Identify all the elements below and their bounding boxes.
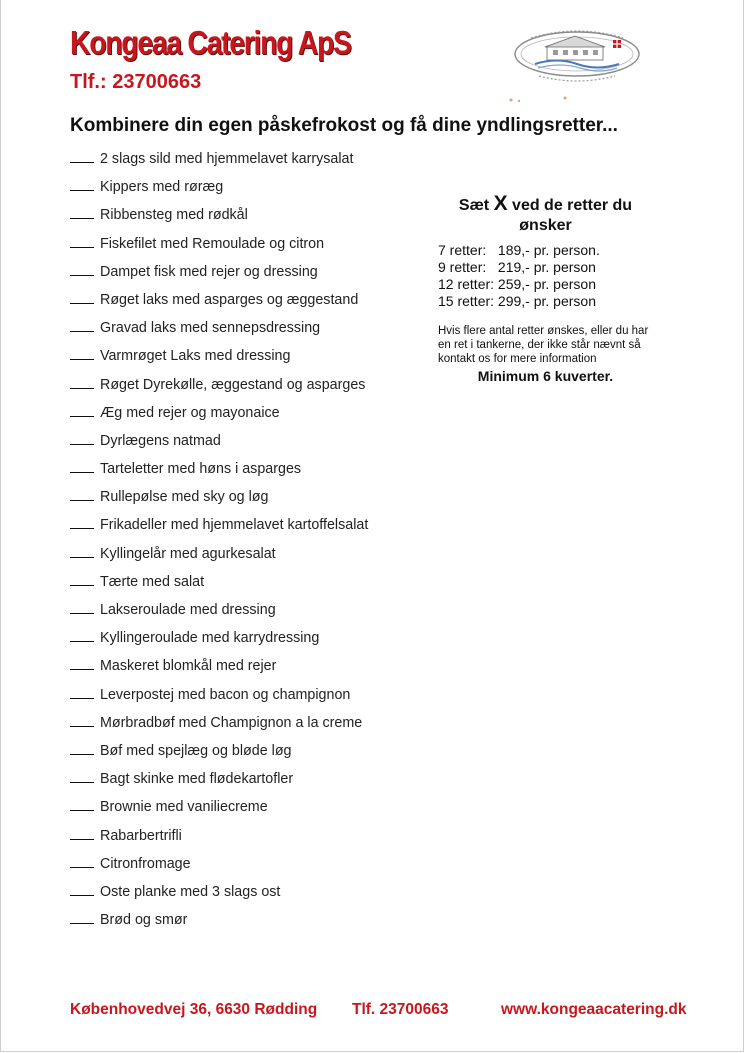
menu-item-label: Brownie med vaniliecreme [100,799,268,816]
checkbox-blank-line [70,825,94,840]
menu-item-label: Brød og smør [100,912,188,929]
menu-item-label: Citronfromage [100,855,191,872]
menu-item [70,345,368,373]
menu-item-label: Fiskefilet med Remoulade og citron [100,235,325,252]
menu-item [70,458,368,486]
footer-phone: Tlf. 23700663 [352,1001,449,1018]
note-text: Hvis flere antal retter ønskes, eller du har en ret i tankerne, der ikke står nævnt så kontakt os for mere information [438,325,649,365]
checkbox-blank-line [70,909,94,924]
checkbox-blank-line [70,768,94,783]
menu-item-label: Varmrøget Laks med dressing [100,348,291,365]
menu-item-label: Rabarbertrifli [100,827,182,844]
menu-item-label: Røget laks med asparges og æggestand [100,291,359,308]
price-7: 7 retter: 189,- pr. person. [438,242,600,258]
menu-item [70,712,368,740]
checkbox-blank-line [70,148,94,163]
menu-item [70,261,368,289]
menu-item-label: Dampet fisk med rejer og dressing [100,263,318,280]
company-logo [505,24,650,104]
checkbox-blank-line [70,289,94,304]
checkbox-blank-line [70,345,94,360]
price-9: 9 retter: 219,- pr. person [438,259,596,275]
checkbox-blank-line [70,233,94,248]
menu-item [70,374,368,402]
menu-item-label: Rullepølse med sky og løg [100,489,269,506]
menu-item-label: Mørbradbøf med Champignon a la creme [100,714,363,731]
checkbox-blank-line [70,261,94,276]
title-x: X [493,192,508,215]
menu-item [70,430,368,458]
menu-list [70,148,368,937]
menu-item-label: Leverpostej med bacon og champignon [100,686,351,703]
menu-item [70,627,368,655]
company-name: Kongeaa Catering ApS [70,24,351,61]
checkbox-blank-line [70,796,94,811]
menu-item-label: Tarteletter med høns i asparges [100,461,302,478]
menu-item-label: Bøf med spejlæg og bløde løg [100,742,292,759]
title-pre: Sæt [458,197,494,214]
menu-item [70,655,368,683]
checkbox-blank-line [70,881,94,896]
menu-item-label: Kyllingelår med agurkesalat [100,545,276,562]
minimum-text: Minimum 6 kuverter. [477,368,614,384]
menu-item [70,571,368,599]
menu-item [70,148,368,176]
menu-item-label: Dyrlægens natmad [100,432,221,449]
checkbox-blank-line [70,317,94,332]
menu-item-label: Ribbensteg med rødkål [100,207,248,224]
header-phone: Tlf.: 23700663 [70,71,202,93]
menu-item [70,768,368,796]
footer-address: Københovedvej 36, 6630 Rødding [70,1001,318,1018]
checkbox-blank-line [70,684,94,699]
checkbox-blank-line [70,627,94,642]
menu-item-label: Frikadeller med hjemmelavet kartoffelsalat [100,517,369,534]
checkbox-blank-line [70,571,94,586]
checkbox-blank-line [70,514,94,529]
menu-item [70,684,368,712]
menu-item [70,233,368,261]
menu-item-label: Lakseroulade med dressing [100,602,276,618]
menu-item-label: Tærte med salat [100,573,205,590]
checkbox-blank-line [70,176,94,191]
page-heading: Kombinere din egen påskefrokost og få dine yndlingsretter... [70,115,618,136]
footer-website: www.kongeaacatering.dk [501,1001,687,1018]
menu-item-label: Kippers med røræg [100,179,224,196]
checkbox-blank-line [70,402,94,417]
menu-item [70,881,368,909]
menu-item [70,176,368,204]
menu-item [70,853,368,881]
price-box-title [438,194,653,236]
menu-item-label: 2 slags sild med hjemmelavet karrysalat [100,151,354,167]
menu-item [70,486,368,514]
menu-item [70,289,368,317]
menu-item-label: Kyllingeroulade med karrydressing [100,630,320,647]
checkbox-blank-line [70,204,94,219]
checkbox-blank-line [70,853,94,868]
menu-item [70,514,368,542]
checkbox-blank-line [70,655,94,670]
menu-item [70,543,368,571]
price-box [438,194,653,384]
checkbox-blank-line [70,712,94,727]
menu-item [70,599,368,627]
menu-item-label: Gravad laks med sennepsdressing [100,320,321,337]
menu-item [70,204,368,232]
checkbox-blank-line [70,430,94,445]
price-list [438,242,653,310]
menu-item-label: Røget Dyrekølle, æggestand og asparges [100,376,366,393]
menu-item [70,740,368,768]
menu-item [70,909,368,937]
menu-item-label: Oste planke med 3 slags ost [100,883,281,900]
menu-item-label: Maskeret blomkål med rejer [100,658,277,675]
menu-item [70,402,368,430]
checkbox-blank-line [70,458,94,473]
checkbox-blank-line [70,599,94,614]
menu-item [70,796,368,824]
checkbox-blank-line [70,740,94,755]
price-12: 12 retter: 259,- pr. person [438,276,596,292]
price-15: 15 retter: 299,- pr. person [438,293,596,309]
menu-item [70,317,368,345]
checkbox-blank-line [70,486,94,501]
title-post: ved de retter du ønsker [507,197,633,234]
checkbox-blank-line [70,543,94,558]
checkbox-blank-line [70,374,94,389]
menu-item-label: Æg med rejer og mayonaice [100,404,280,421]
menu-item-label: Bagt skinke med flødekartofler [100,771,294,788]
menu-item [70,825,368,853]
